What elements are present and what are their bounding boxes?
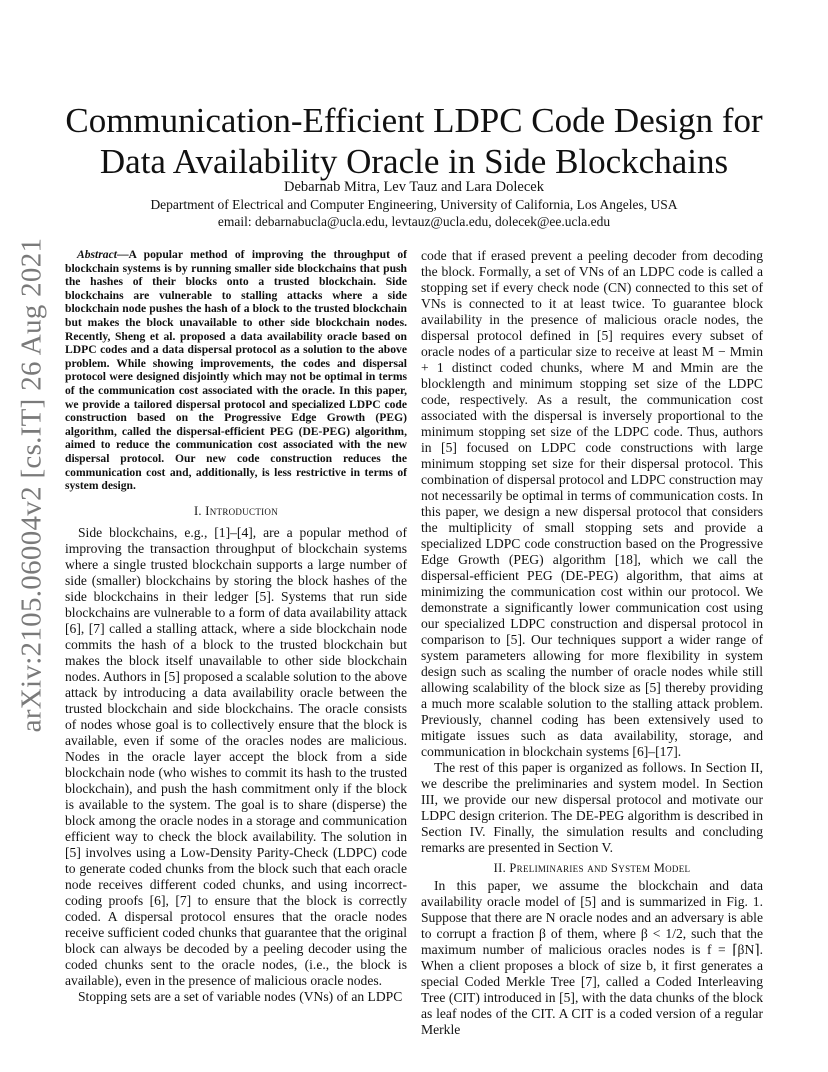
intro-paragraph-1: Side blockchains, e.g., [1]–[4], are a popular method of improving the transaction throughput of blockchain systems where a single trusted blockchain supports a large number of side (smaller) blockchains by storing the block hashes of the side blockchains in their ledger [5]. Systems that run side blockchains are vulnerable to a form of data availability attack [6], [7] called a stalling attack, where a side blockchain node commits the hash of a block to the trusted blockchain but makes the block itself unavailable to other side blockchain nodes. Authors in [5] proposed a scalable solution to the above attack by introducing a data availability oracle between the trusted blockchain and side blockchains. The oracle consists of nodes whose goal is to collectively ensure that the block is available, even if some of the oracles nodes are malicious. Nodes in the oracle layer accept the block from a side blockchain node (who wishes to commit its hash to the trusted blockchain), and push the hash commitment only if the block is available to the system. The goal is to share (disperse) the block among the oracle nodes in a storage and communication efficient way to check the block availability. The solution in [5] involves using a Low-Density Parity-Check (LDPC) code to generate coded chunks from the block such that each oracle node receives different coded chunks, and using incorrect-coding proofs [6], [7] to ensure that the block is correctly coded. A dispersal protocol ensures that the oracle nodes receive sufficient coded chunks that guarantee that the original block can always be decoded by a peeling decoder using the coded chunks sent to the oracle nodes, (i.e., the block is available), even in the presence of malicious oracle nodes.: [65, 524, 407, 988]
email-line: email: debarnabucla@ucla.edu, levtauz@ucla.edu, dolecek@ee.ucla.edu: [217, 214, 611, 229]
abstract: [65, 248, 407, 493]
arxiv-identifier: [15, 237, 49, 733]
abstract-text: —A popular method of improving the throughput of blockchain systems is by running smaller side blockchains that push the hashes of their blocks onto a trusted blockchain. Side blockchains are vulnerable to stalling attacks where a side blockchain node pushes the hash of a block to the trusted blockchain but makes the block unavailable to other side blockchain nodes. Recently, Sheng et al. proposed a data availability oracle based on LDPC codes and a data dispersal protocol as a solution to the above problem. While showing improvements, the codes and dispersal protocol were designed disjointly which may not be optimal in terms of the communication cost associated with the oracle. In this paper, we provide a tailored dispersal protocol and specialized LDPC code construction based on the Progressive Edge Growth (PEG) algorithm, called the dispersal-efficient PEG (DE-PEG) algorithm, aimed to reduce the communication cost associated with the new dispersal protocol. Our new code construction reduces the communication cost and, additionally, is less restrictive in terms of system design.: [65, 248, 407, 493]
section-heading-introduction: I. Introduction: [193, 503, 279, 518]
intro-paragraph-2: Stopping sets are a set of variable nodes (VNs) of an LDPC: [78, 988, 403, 1004]
intro-paragraph-2-continued: code that if erased prevent a peeling decoder from decoding the block. Formally, a set of VNs of an LDPC code is called a stopping set if every check node (CN) connected to this set of VNs is connected to it at least twice. To guarantee block availability in the presence of malicious oracle nodes, the dispersal protocol defined in [5] requires every subset of oracle nodes of a particular size to receive at least M − Mmin + 1 distinct coded chunks, where M and Mmin are the blocklength and minimum stopping set size of the LDPC code, respectively. As a result, the communication cost associated with the dispersal is inversely proportional to the minimum stopping set size of the LDPC code. Thus, authors in [5] focused on LDPC code constructions with large minimum stopping set size for their dispersal protocol. This combination of dispersal protocol and LDPC construction may not necessarily be optimal in terms of communication costs. In this paper, we design a new dispersal protocol that considers the multiplicity of small stopping sets and provide a specialized LDPC code construction based on the Progressive Edge Growth (PEG) algorithm [18], which we call the dispersal-efficient PEG (DE-PEG) algorithm, that aims at minimizing the communication cost within our protocol. We demonstrate a significantly lower communication cost using our specialized LDPC construction and dispersal protocol in comparison to [5]. Our techniques support a wider range of system parameters allowing for more flexibility in system design such as scaling the number of oracle nodes while still allowing scalability of the block size as [5] thereby providing a much more scalable solution to the stalling attack problem. Previously, channel coding has been extensively used to mitigate issues such as data availability, storage, and communication in blockchain systems [6]–[17].: [421, 248, 763, 759]
author-list: Debarnab Mitra, Lev Tauz and Lara Dolecek: [284, 179, 544, 195]
right-column: [421, 248, 763, 1038]
paper-title: [60, 100, 768, 182]
abstract-label: Abstract: [77, 248, 117, 261]
intro-paragraph-3: The rest of this paper is organized as follows. In Section II, we describe the preliminaries and system model. In Section III, we provide our new dispersal protocol and motivate our LDPC design criterion. The DE-PEG algorithm is described in Section IV. Finally, the simulation results and concluding remarks are presented in Section V.: [421, 760, 763, 855]
section-heading-preliminaries: II. Preliminaries and System Model: [493, 861, 691, 875]
arxiv-identifier-text: arXiv:2105.06004v2 [cs.IT] 26 Aug 2021: [15, 237, 48, 733]
left-column: [65, 248, 407, 1005]
paper-title-line1: Communication-Efficient LDPC Code Design for: [65, 101, 763, 140]
affiliation: Department of Electrical and Computer Engineering, University of California, Los Angeles, USA: [150, 197, 678, 212]
paper-title-line2: Data Availability Oracle in Side Blockchains: [99, 142, 729, 181]
preliminaries-paragraph-1: In this paper, we assume the blockchain and data availability oracle model of [5] and is summarized in Fig. 1. Suppose that there are N oracle nodes and an adversary is able to corrupt a fraction β of them, where β < 1/2, such that the maximum number of malicious oracles nodes is f = ⌈βN⌉. When a client proposes a block of size b, it first generates a special Coded Merkle Tree [7], called a Coded Interleaving Tree (CIT) introduced in [5], with the data chunks of the block as leaf nodes of the CIT. A CIT is a coded version of a regular Merkle: [421, 878, 763, 1037]
